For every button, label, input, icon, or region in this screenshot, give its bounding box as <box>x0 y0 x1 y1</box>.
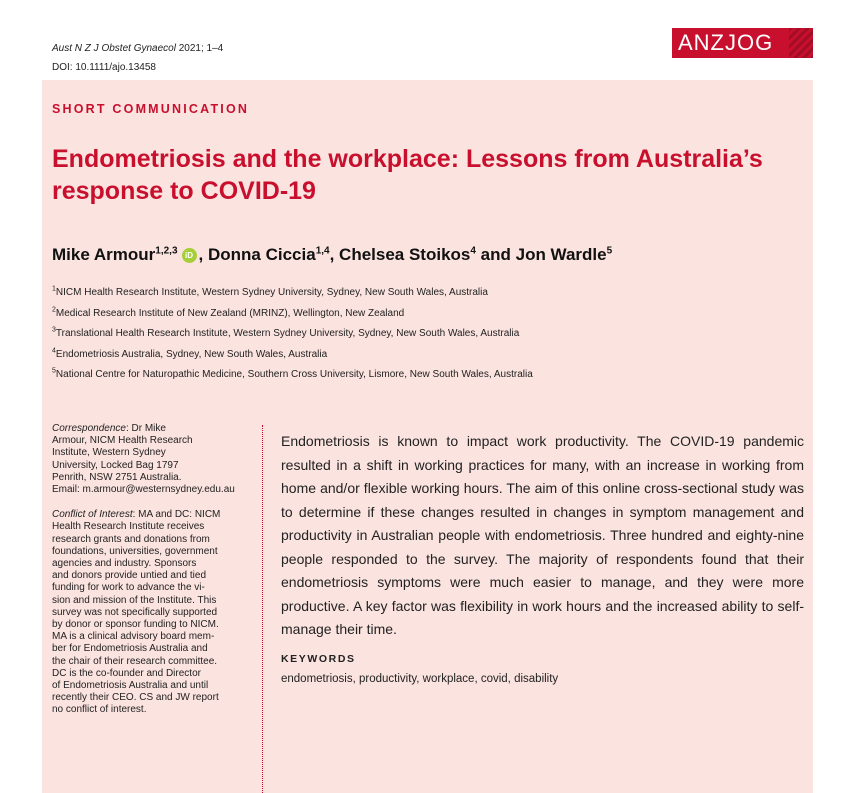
author-affil-ref: 1,2,3 <box>155 245 178 257</box>
journal-year-pages: 2021; 1–4 <box>178 43 224 54</box>
affiliation-text: Medical Research Institute of New Zealand (MRINZ), Wellington, New Zealand <box>55 307 405 319</box>
affiliation-text: Translational Health Research Institute, Western Sydney University, Sydney, New South Wales, Australia <box>55 328 520 339</box>
author-separator: , <box>198 245 208 264</box>
orcid-icon[interactable]: iD <box>182 248 197 263</box>
conflict-line: : MA and DC: NICM <box>132 509 221 521</box>
author-affil-ref: 4 <box>470 245 476 257</box>
affiliation-item <box>52 349 533 370</box>
conflict-line: no conflict of interest. <box>52 704 147 716</box>
conflict-line: recently their CEO. CS and JW report <box>52 692 219 704</box>
correspondence-line: University, Locked Bag 1797 <box>52 459 179 471</box>
conflict-line: research grants and donations from <box>52 533 210 545</box>
affiliation-number: 4 <box>52 347 56 355</box>
correspondence-block <box>52 423 252 496</box>
affiliation-list <box>52 287 533 390</box>
keywords-heading: KEYWORDS <box>281 653 356 665</box>
author-name[interactable]: Mike Armour <box>52 245 156 264</box>
affiliation-number: 2 <box>52 306 56 314</box>
correspondence-label: Correspondence <box>52 423 126 434</box>
conflict-line: DC is the co-founder and Director <box>52 667 201 679</box>
author-name[interactable]: Donna Ciccia <box>207 245 316 264</box>
logo-pattern <box>789 28 813 58</box>
author-name[interactable]: Chelsea Stoikos <box>339 245 471 264</box>
conflict-line: the chair of their research committee. <box>52 655 218 667</box>
author-affil-ref: 1,4 <box>315 245 330 257</box>
author-separator: and <box>475 245 516 264</box>
author-separator: , <box>329 245 340 264</box>
column-divider <box>262 425 263 793</box>
affiliation-text: NICM Health Research Institute, Western Sydney University, Sydney, New South Wales, Australia <box>55 287 488 298</box>
correspondence-email[interactable]: Email: m.armour@westernsydney.edu.au <box>52 484 235 496</box>
keywords-list: endometriosis, productivity, workplace, covid, disability <box>281 673 559 685</box>
conflict-line: foundations, universities, government <box>52 545 218 557</box>
conflict-line: Health Research Institute receives <box>52 521 205 533</box>
conflict-block <box>52 509 252 716</box>
conflict-line: sion and mission of the Institute. This <box>52 594 217 606</box>
affiliation-item <box>52 287 533 308</box>
journal-name: Aust N Z J Obstet Gynaecol <box>52 43 176 54</box>
correspondence-line: : Dr Mike <box>125 423 166 434</box>
conflict-line: and donors provide untied and tied <box>52 570 207 582</box>
affiliation-text: National Centre for Naturopathic Medicine, Southern Cross University, Lismore, New South Wales, Australia <box>55 369 533 380</box>
conflict-line: of Endometriosis Australia and until <box>52 680 209 692</box>
abstract-text: Endometriosis is known to impact work productivity. The COVID-19 pandemic resulted in a shift in working practices for many, with an increase in working from home and/or flexible working hours. The aim of this online cross-sectional study was to determine if these changes resulted in changes in symptom management and productivity in Australian people with endometriosis. Three hundred and eighty-nine people responded to the survey. The majority of respondents found that their endometriosis symptoms were much easier to manage, and they were more productive. A key factor was flexibility in work hours and the increased ability to self-manage their time. <box>281 433 804 637</box>
journal-logo <box>672 28 813 58</box>
affiliation-item <box>52 308 533 329</box>
article-title: Endometriosis and the workplace: Lessons from Australia’s response to COVID-19 <box>52 145 763 205</box>
author-affil-ref: 5 <box>606 245 613 257</box>
conflict-line: ber for Endometriosis Australia and <box>52 643 208 655</box>
correspondence-line: Armour, NICM Health Research <box>52 435 193 447</box>
affiliation-number: 5 <box>52 367 56 375</box>
author-name[interactable]: Jon Wardle <box>515 245 607 264</box>
journal-citation <box>52 43 223 54</box>
conflict-line: by donor or sponsor funding to NICM. <box>52 619 219 631</box>
doi[interactable]: DOI: 10.1111/ajo.13458 <box>52 62 156 73</box>
logo-text: ANZJOG <box>678 30 774 55</box>
section-label: SHORT COMMUNICATION <box>52 102 250 116</box>
conflict-line: agencies and industry. Sponsors <box>52 558 197 570</box>
conflict-line: survey was not specifically supported <box>52 606 218 618</box>
affiliation-number: 3 <box>52 326 56 334</box>
correspondence-line: Institute, Western Sydney <box>52 447 166 459</box>
conflict-line: funding for work to advance the vi- <box>52 582 205 594</box>
sidebar-notes <box>52 423 252 717</box>
conflict-label: Conflict of Interest <box>52 509 133 521</box>
affiliation-text: Endometriosis Australia, Sydney, New South Wales, Australia <box>55 348 328 360</box>
affiliation-item <box>52 328 533 349</box>
affiliation-item <box>52 369 533 390</box>
correspondence-line: Penrith, NSW 2751 Australia. <box>52 471 182 483</box>
conflict-line: MA is a clinical advisory board mem- <box>52 631 215 643</box>
affiliation-number: 1 <box>52 285 56 293</box>
author-list <box>52 245 612 265</box>
